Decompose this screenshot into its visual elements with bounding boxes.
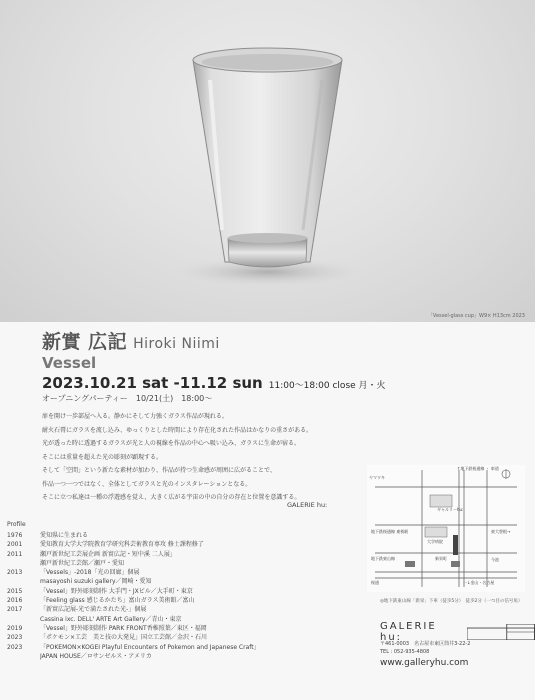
profile-entry — [7, 577, 307, 586]
opening-party: オープニングパーティー 10/21(土) 18:00～ — [42, 394, 213, 403]
profile-text: 「POKEMON×KOGEI Playful Encounters of Pokemon and Japanese Craft」 — [40, 643, 260, 651]
opening-hours: 11:00～18:00 close 月・火 — [268, 381, 386, 391]
statement-line: 光が透った時に透過するガラスが光と人の視線を作品の中心へ吸い込み、ガラスに生命が宿る。 — [42, 440, 301, 447]
profile-text: 「Vessels」-2018「光の回廊」個展 — [40, 569, 140, 577]
map-label: 一↓金山・名古屋 — [463, 580, 495, 585]
phone-line: TEL : 052-935-4808 — [380, 648, 430, 655]
profile-text: 「Vessel」野外彫刻制作 大手門・JXビル／大手町・東京 — [40, 587, 193, 595]
gallery-logo — [380, 621, 535, 643]
map-label-gallery: ギャルリーhu: — [437, 507, 464, 512]
map-label: 東大曽根→ — [491, 529, 511, 534]
artwork-photo — [0, 0, 535, 322]
statement-line: 扉を開け一歩部屋へ入る。静かにそして力強くガラス作品が現れる。 — [42, 413, 228, 420]
profile-entry — [7, 633, 307, 642]
profile-year: 2013 — [7, 569, 23, 577]
profile-entry — [7, 624, 307, 633]
profile-text: 「Vessel」野外彫刻制作 PARK FRONT香椎照葉／東区・福岡 — [40, 624, 207, 632]
profile-text: masayoshi suzuki gallery／岡崎・愛知 — [40, 578, 152, 586]
profile-year: 2023 — [7, 634, 23, 642]
profile-text: 愛知教育大学大学院教育学研究科芸術教育専攻 修士課程修了 — [40, 541, 204, 549]
exhibition-title: Vessel — [42, 354, 97, 372]
profile-year: 2017 — [7, 606, 23, 614]
map-label: 大学病院 — [427, 539, 443, 544]
gallery-logo-mark-icon — [467, 624, 535, 640]
statement-line: そして「空間」という新たな素材が加わり、作品が持つ生命感が周囲に広がることで、 — [42, 467, 276, 474]
profile-text: Cassina ixc. DELL' ARTE Art Gallery／青山・東京 — [40, 615, 182, 623]
profile-entry — [7, 615, 307, 624]
map-label: 地下鉄桜通線 東桜駅 — [371, 529, 409, 534]
exhibition-dates — [42, 373, 386, 392]
address-line: 〒461-0003 名古屋市東区筒井3-22-2 — [380, 641, 471, 647]
artist-name — [42, 327, 220, 354]
profile-year — [7, 577, 40, 586]
profile-year: 2019 — [7, 624, 23, 632]
statement-line: そこには重量を超えた光の彫刻が顕現する。 — [42, 453, 163, 461]
profile-entry — [7, 643, 307, 652]
profile-entry — [7, 652, 307, 661]
profile-year — [7, 652, 40, 661]
profile-entry — [7, 568, 307, 577]
profile-year: 2015 — [7, 587, 23, 595]
profile-year — [7, 615, 40, 624]
profile-entry — [7, 550, 307, 559]
gallery-name: GALERIE hu: — [380, 621, 437, 643]
profile-text: 「ポケモン×工芸 美と技の大発見」国立工芸館／金沢・石川 — [40, 634, 208, 642]
profile-text: 愛知県に生まれる — [40, 532, 89, 539]
glass-cup-illustration — [0, 0, 535, 322]
profile-heading: Profile — [7, 521, 26, 528]
date-range: 2023.10.21 sat -11.12 sun — [42, 374, 263, 392]
profile-entry — [7, 596, 307, 605]
access-map — [367, 465, 525, 592]
profile-entry — [7, 605, 307, 614]
gallery-address — [380, 641, 470, 656]
profile-entry — [7, 531, 307, 540]
profile-list — [7, 531, 307, 661]
artist-name-en: Hiroki Niimi — [133, 336, 220, 352]
profile-year: 2011 — [7, 550, 23, 558]
profile-text: JAPAN HOUSE／ロサンゼルス・アメリカ — [40, 652, 152, 660]
map-label: ↑地下鉄桜通線 ・ 車道 — [457, 466, 499, 471]
profile-year: 2001 — [7, 541, 23, 549]
statement-line: そこに立つ私達は一種の浮遊感を覚え、大きく広がる宇宙の中の自分の存在と位置を意識する。 — [42, 494, 301, 501]
profile-text: 瀬戸新世紀工芸展企画 新實広記・短中溪 二人展」 — [40, 550, 176, 558]
map-label: 今池 — [491, 557, 499, 562]
profile-text: 「Feeling glass 感じるかたち」富山ガラス美術館／富山 — [40, 597, 195, 605]
statement — [42, 410, 362, 505]
profile-year: 2023 — [7, 643, 23, 651]
profile-text: 瀬戸新世紀工芸館／瀬戸・愛知 — [40, 559, 125, 567]
artist-name-ja: 新實 広記 — [42, 331, 128, 353]
profile-year: 1976 — [7, 532, 23, 539]
statement-line: 作品一つ一つではなく、全体としてガラスと光のインスタレーションとなる。 — [42, 480, 252, 488]
profile-entry — [7, 559, 307, 568]
profile-year — [7, 559, 40, 568]
profile-year: 2016 — [7, 597, 23, 605]
map-label: 桜通 — [371, 580, 379, 585]
map-label: 新栄町 — [435, 556, 447, 561]
photo-caption: 「Vessel-glass cup」W9× H13cm 2023 — [427, 313, 525, 319]
statement-signature: GALERIE hu: — [287, 501, 328, 509]
gallery-website: www.galleryhu.com — [380, 658, 469, 668]
profile-text: 「新實広記展-光で満たされた光-」個展 — [40, 606, 147, 614]
statement-line: 耐火石膏にガラスを流し込み、ゆっくりとした時間により存在化された作品はかなりの重さがある。 — [42, 426, 313, 434]
map-label: 地下鉄東山線 — [371, 556, 395, 561]
map-label: ヤマワキ — [369, 475, 385, 480]
profile-entry — [7, 587, 307, 596]
profile-entry — [7, 540, 307, 549]
map-access-note: ◎地下鉄東山線「新栄」下車（徒歩5分） 徒歩2分（一つ目の信号角） — [380, 599, 523, 604]
profile — [7, 521, 307, 661]
